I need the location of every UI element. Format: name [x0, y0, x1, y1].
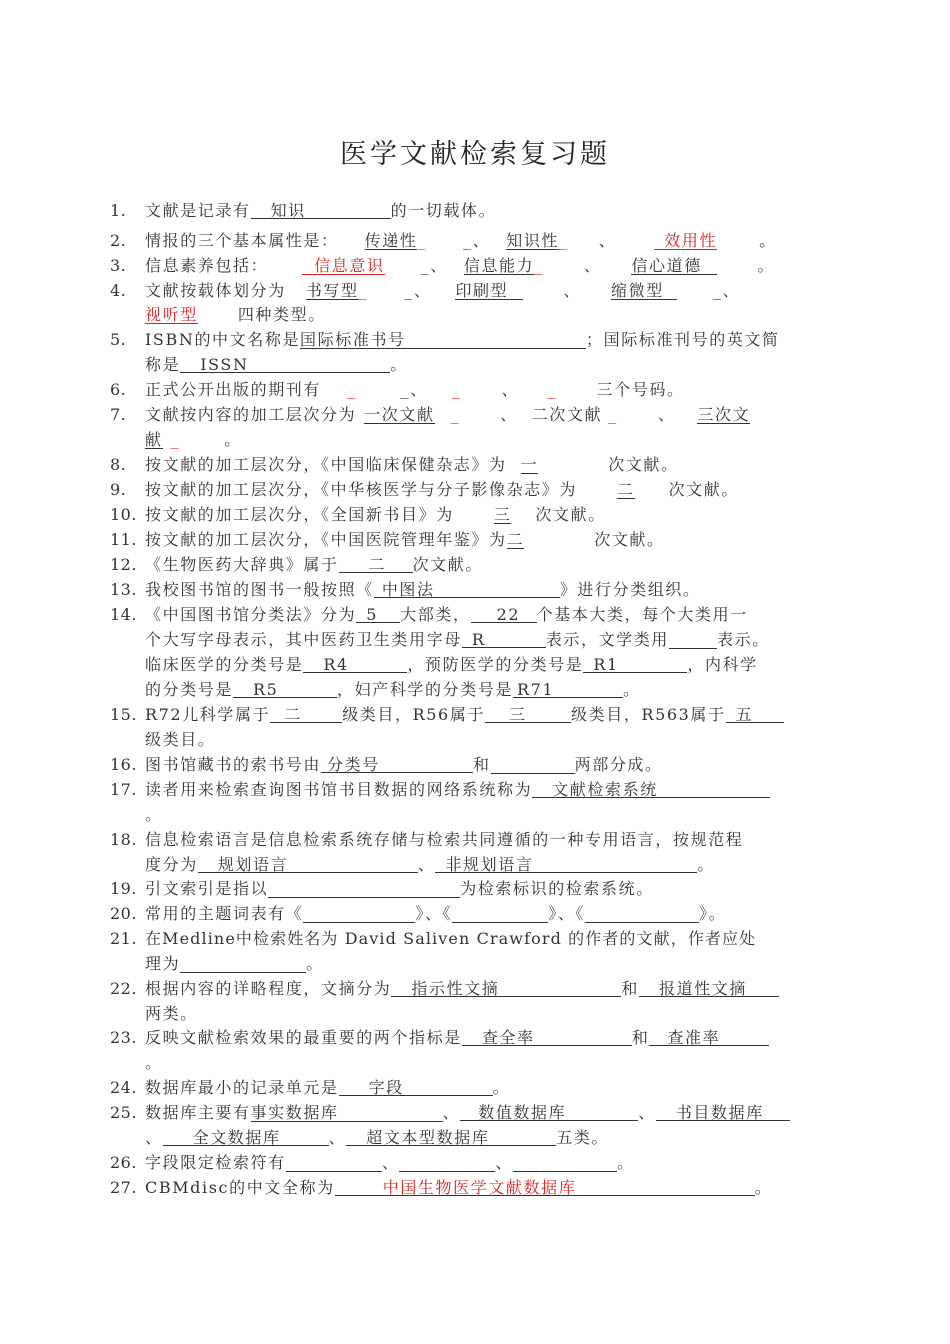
question-number: 25. [110, 1103, 137, 1122]
answer-blank: 献 [145, 430, 163, 449]
answer-blank: 效用性 [654, 230, 717, 250]
question-24: 数据库最小的记录单元是 字段 。 [145, 1078, 511, 1097]
question-number: 26. [110, 1153, 137, 1172]
question-5-line-2: 称是 ISSN 。 [145, 355, 408, 374]
question-number: 5. [110, 330, 127, 349]
question-15-line-1: R72儿科学属于 二 级类目，R56属于 三 级类目，R563属于 五 [145, 704, 784, 726]
question-number: 27. [110, 1178, 137, 1197]
answer-blank [303, 903, 415, 923]
question-number: 7. [110, 405, 127, 424]
answer-blank: 中图法 [374, 579, 560, 598]
answer-blank: 22 [471, 604, 537, 623]
answer-blank: 一 [520, 455, 539, 474]
question-14-line-1: 《中国图书馆分类法》分为 5 大部类， 22 个基本大类，每个大类用一 [145, 605, 748, 624]
question-18-line-1: 信息检索语言是信息检索系统存储与检索共同遵循的一种专用语言，按规范程 [145, 830, 744, 849]
answer-blank: 二 [270, 704, 342, 723]
answer-blank [286, 1152, 382, 1172]
answer-blank [452, 903, 548, 923]
answer-blank: 字段 [339, 1077, 493, 1096]
question-23-line-2: 。 [145, 1053, 163, 1072]
answer-blank: 二 [339, 554, 413, 573]
answer-blank: 事实数据库 [251, 1102, 443, 1122]
answer-blank: 5 [356, 604, 400, 623]
question-17: 读者用来检索查询图书馆书目数据的网络系统称为 文献检索系统 [145, 779, 770, 801]
question-number: 9. [110, 480, 127, 499]
question-number: 23. [110, 1028, 137, 1047]
answer-blank: 五 [726, 704, 784, 723]
answer-blank: R4 [303, 654, 407, 673]
answer-blank: 非规划语言 [435, 854, 697, 873]
answer-blank: 知识 [251, 200, 391, 219]
question-25-line-2: 、 全文数据库 、 超文本型数据库 五类。 [145, 1128, 610, 1147]
answer-blank: 视听型 [145, 305, 198, 324]
question-number: 10. [110, 505, 137, 524]
answer-blank: R1 [583, 654, 687, 673]
question-number: 1. [110, 201, 127, 220]
question-10: 按文献的加工层次分，《全国新书目》为 三 次文献。 [145, 505, 606, 524]
question-9: 按文献的加工层次分，《中华核医学与分子影像杂志》为 二 次文献。 [145, 480, 740, 499]
question-18-line-2: 度分为 规划语言 、 非规划语言 。 [145, 855, 716, 874]
answer-blank [399, 1152, 495, 1172]
question-number: 24. [110, 1078, 137, 1097]
question-number: 18. [110, 830, 137, 849]
question-27: CBMdisc的中文全称为 中国生物医学文献数据库 。 [145, 1178, 773, 1197]
question-number: 12. [110, 555, 137, 574]
answer-blank: 信心道德 [631, 255, 717, 275]
question-12: 《生物医药大辞典》属于 二 次文献。 [145, 555, 484, 574]
question-20: 常用的主题词表有《 》、《 》、《 》。 [145, 904, 727, 923]
answer-blank: 信息意识 [302, 255, 384, 275]
answer-blank: ISSN [180, 354, 390, 373]
answer-blank: 国际标准书号 [300, 329, 586, 349]
question-4-line-2: 视听型 四种类型。 [145, 305, 326, 324]
question-14-line-4: 的分类号是 R5 ，妇产科学的分类号是 R71 。 [145, 680, 641, 699]
answer-blank: R [462, 629, 546, 648]
question-number: 17. [110, 780, 137, 799]
question-22-line-2: 两类。 [145, 1004, 198, 1023]
answer-blank: 书目数据库 [656, 1102, 790, 1121]
answer-blank: 数值数据库 [460, 1102, 638, 1121]
answer-blank: 指示性文摘 [391, 978, 621, 997]
answer-blank: 查准率 [649, 1027, 769, 1046]
question-15-line-2: 级类目。 [145, 730, 216, 749]
question-3: 信息素养包括： 信息意识 _、 信息能力_ 、 信心道德 。 [145, 256, 776, 275]
answer-blank: 书写型 [305, 281, 359, 300]
question-26: 字段限定检索符有 、 、 。 [145, 1153, 635, 1172]
page-title: 医学文献检索复习题 [340, 139, 610, 170]
answer-blank [513, 1152, 617, 1172]
question-number: 6. [110, 380, 127, 399]
question-21-line-2: 理为 。 [145, 954, 324, 973]
question-2: 情报的三个基本属性是： 传递性_ _、 知识性_ 、 效用性 。 [145, 231, 777, 250]
question-number: 13. [110, 580, 137, 599]
answer-blank: 三 [485, 704, 571, 723]
answer-blank: 报道性文摘 [639, 978, 779, 997]
question-number: 16. [110, 755, 137, 774]
answer-blank [180, 953, 306, 973]
answer-blank [268, 878, 460, 898]
question-4-line-1: 文献按载体划分为 书写型_ _、 印刷型 、 缩微型 _、 [145, 281, 741, 300]
question-number: 11. [110, 530, 137, 549]
answer-blank: 超文本型数据库 [346, 1127, 556, 1146]
question-22-line-1: 根据内容的详略程度，文摘分为 指示性文摘 和 报道性文摘 [145, 978, 779, 1000]
answer-blank: 一次文献 [364, 405, 435, 424]
answer-blank: 知识性 [506, 231, 560, 250]
question-number: 4. [110, 281, 127, 300]
question-21-line-1: 在Medline中检索姓名为 David Saliven Crawford 的作者的文献，作者应处 [145, 929, 757, 948]
question-11: 按文献的加工层次分，《中国医院管理年鉴》为二 次文献。 [145, 530, 665, 549]
question-1: 文献是记录有 知识 的一切载体。 [145, 201, 497, 220]
question-number: 14. [110, 605, 137, 624]
question-23: 反映文献检索效果的最重要的两个指标是 查全率 和 查准率 [145, 1027, 769, 1049]
answer-blank: 印刷型 [455, 280, 523, 300]
question-25-line-1: 数据库主要有事实数据库 、 数值数据库 、 书目数据库 [145, 1102, 790, 1124]
answer-blank: 缩微型 [611, 280, 677, 300]
answer-blank [669, 629, 717, 649]
answer-blank: 二 [506, 530, 525, 549]
answer-blank: 中国生物医学文献数据库 [335, 1177, 755, 1196]
question-number: 8. [110, 455, 127, 474]
answer-blank: R5 [233, 679, 337, 698]
answer-blank: 二 [617, 480, 635, 499]
question-number: 22. [110, 979, 137, 998]
answer-blank: 查全率 [462, 1027, 632, 1046]
answer-blank: 规划语言 [198, 854, 418, 873]
question-7-line-2: 献 _ 。 [145, 430, 242, 449]
question-number: 3. [110, 256, 127, 275]
answer-blank [491, 754, 575, 774]
answer-blank: 信息能力 [463, 256, 535, 275]
question-13: 我校图书馆的图书一般按照《 中图法 》进行分类组织。 [145, 580, 701, 599]
question-number: 19. [110, 879, 137, 898]
question-8: 按文献的加工层次分，《中国临床保健杂志》为 一 次文献。 [145, 455, 679, 474]
question-7-line-1: 文献按内容的加工层次分为 一次文献 _ 、 二次文献 _ 、 三次文 [145, 405, 751, 424]
answer-blank: 全文数据库 [163, 1127, 329, 1146]
answer-blank: 三次文 [697, 405, 751, 424]
question-14-line-3: 临床医学的分类号是 R4 ，预防医学的分类号是 R1 ，内科学 [145, 655, 758, 674]
question-5-line-1: ISBN的中文名称是国际标准书号 ；国际标准刊号的英文简 [145, 330, 780, 349]
answer-blank [585, 903, 699, 923]
question-19: 引文索引是指以 为检索标识的检索系统。 [145, 879, 654, 898]
question-17-line-2: 。 [145, 805, 163, 824]
question-number: 21. [110, 929, 137, 948]
answer-blank: 文献检索系统 [532, 779, 770, 798]
answer-blank: 三 [493, 505, 512, 524]
question-number: 15. [110, 705, 137, 724]
answer-blank: R71 [513, 679, 623, 698]
answer-blank: 分类号 [321, 754, 473, 773]
answer-blank: 传递性 [364, 231, 418, 250]
question-16: 图书馆藏书的索书号由 分类号 和 两部分成。 [145, 755, 663, 774]
question-number: 2. [110, 231, 127, 250]
question-6: 正式公开出版的期刊有 _ _、 _ 、 _ 三个号码。 [145, 380, 685, 399]
question-14-line-2: 个大写字母表示，其中医药卫生类用字母 R 表示，文学类用 表示。 [145, 630, 770, 649]
question-number: 20. [110, 904, 137, 923]
